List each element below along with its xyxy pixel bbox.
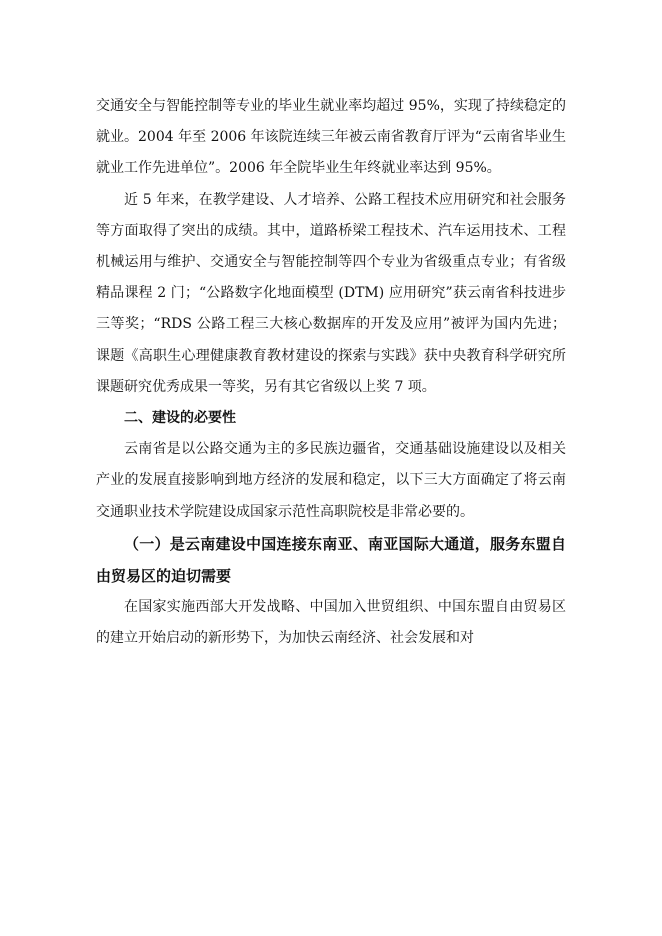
subsection-heading-international-corridor: （一）是云南建设中国连接东南亚、南亚国际大通道，服务东盟自由贸易区的迫切需要	[96, 534, 566, 585]
paragraph-achievements: 近 5 年来，在教学建设、人才培养、公路工程技术应用研究和社会服务等方面取得了突出的成绩。其中，道路桥梁工程技术、汽车运用技术、工程机械运用与维护、交通安全与智能控制等四个专业为省级重点专业；有省级精品课程 2 门；“公路数字化地面模型 (DTM) 应用研究”获云南省科技进步三等奖；“RDS 公路工程三大核心数据库的开发及应用”被评为国内先进；课题《高职生心理健康教育教材建设的探索与实践》获中央教育科学研究所课题研究优秀成果一等奖，另有其它省级以上奖 7 项。	[96, 191, 566, 395]
section-heading-necessity: 二、建设的必要性	[124, 410, 236, 427]
paragraph-western-development: 在国家实施西部大开发战略、中国加入世贸组织、中国东盟自由贸易区的建立开始启动的新形势下，为加快云南经济、社会发展和对	[96, 598, 566, 647]
paragraph-necessity-intro: 云南省是以公路交通为主的多民族边疆省，交通基础设施建设以及相关产业的发展直接影响到地方经济的发展和稳定，以下三大方面确定了将云南交通职业技术学院建设成国家示范性高职院校是非常必要的。	[96, 441, 566, 520]
document-body	[96, 91, 566, 654]
paragraph-employment-rate: 交通安全与智能控制等专业的毕业生就业率均超过 95%，实现了持续稳定的就业。2004 年至 2006 年该院连续三年被云南省教育厅评为“云南省毕业生就业工作先进单位”。2006 年全院毕业生年终就业率达到 95%。	[96, 98, 566, 177]
